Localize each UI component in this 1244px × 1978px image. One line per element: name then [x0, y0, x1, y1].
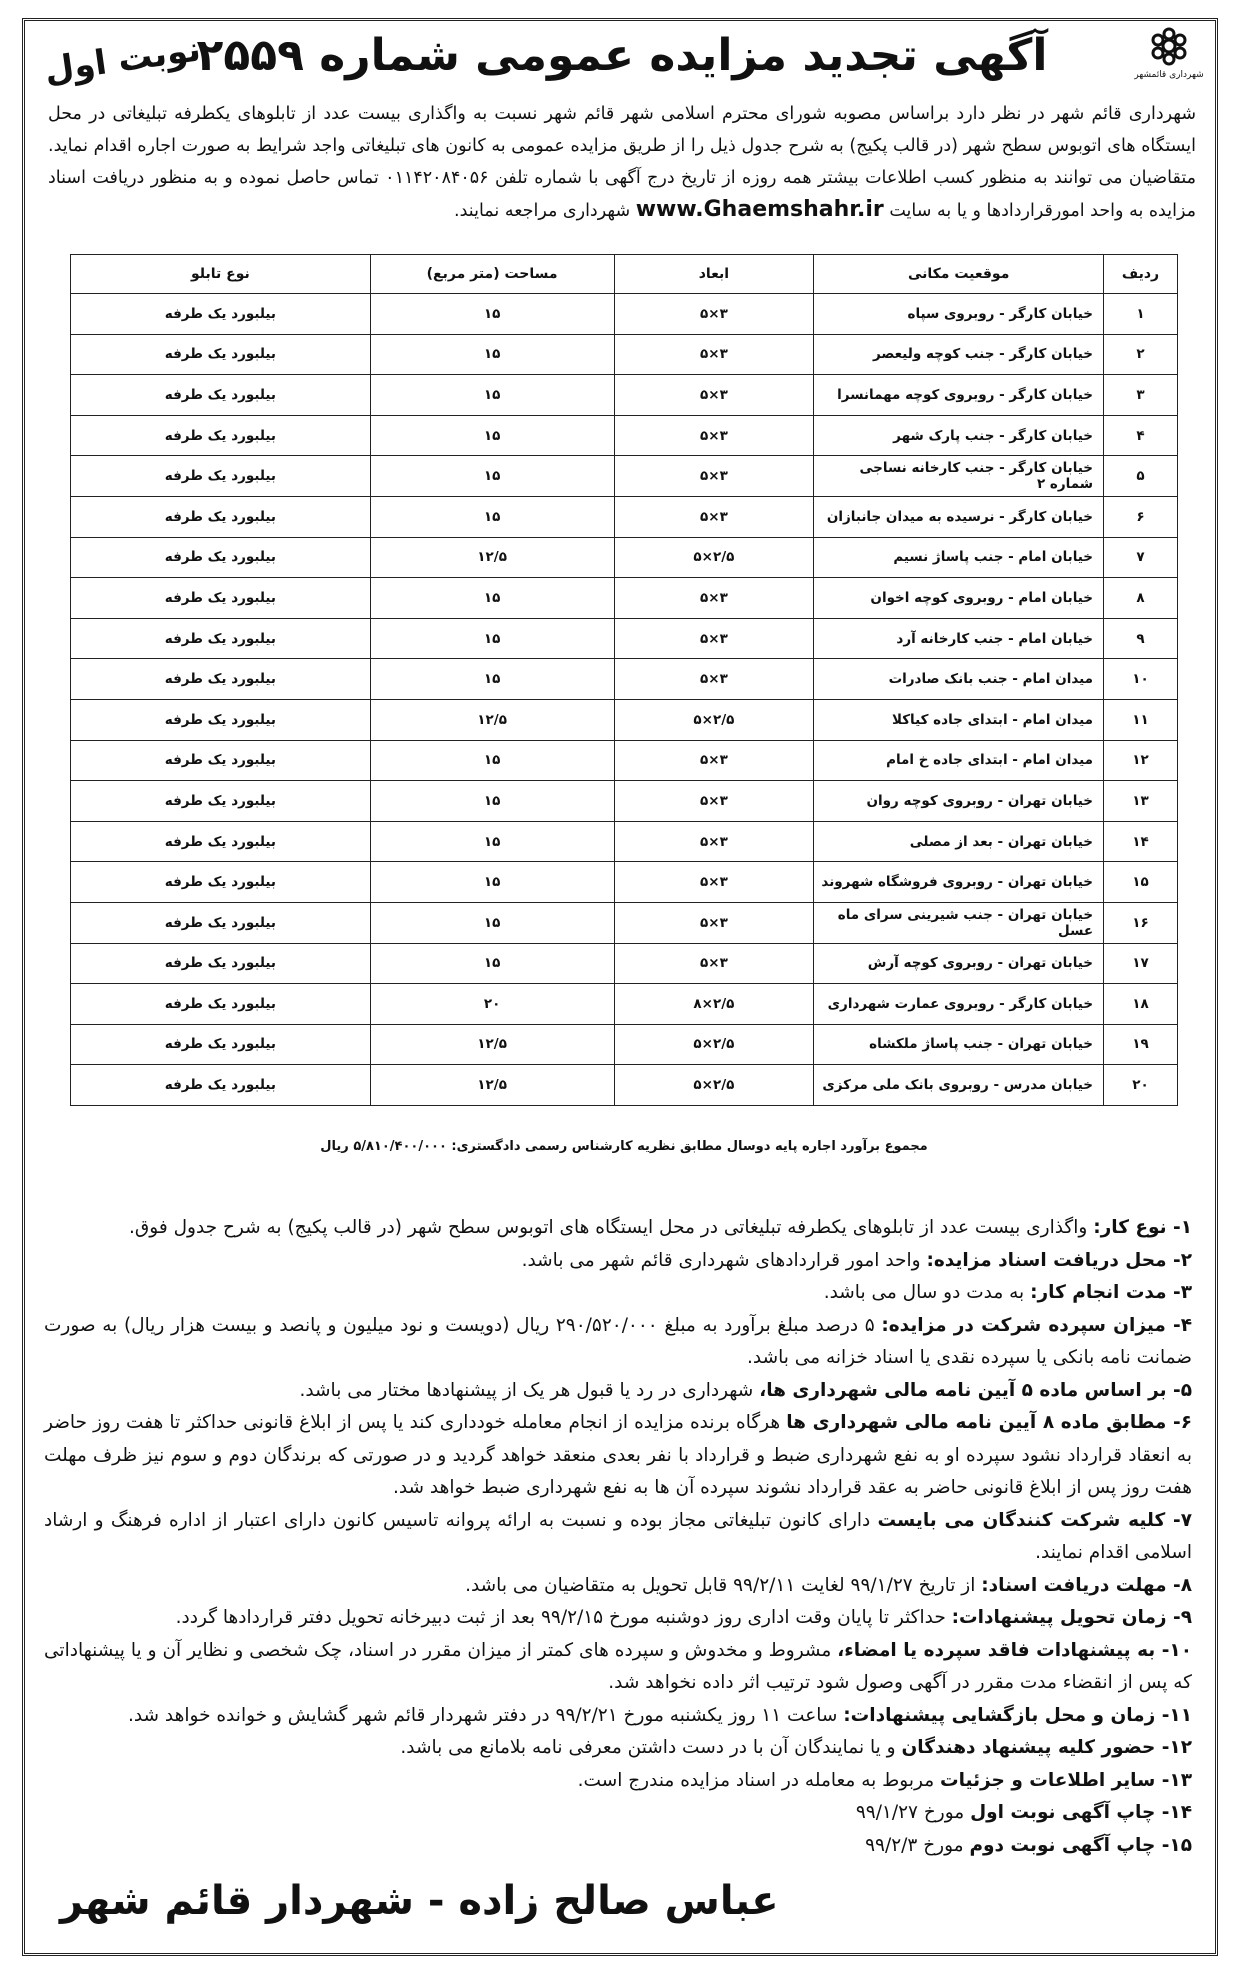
- cell-dimensions: ۳×۵: [614, 578, 814, 619]
- table-row: [71, 1065, 1178, 1106]
- list-item: [44, 1830, 1192, 1863]
- cell-area: ۲۰: [370, 984, 614, 1025]
- cell-dimensions: ۲/۵×۵: [614, 537, 814, 578]
- cell-dimensions: ۲/۵×۵: [614, 1024, 814, 1065]
- list-item-label: ۸- مهلت دریافت اسناد:: [981, 1574, 1192, 1596]
- cell-dimensions: ۲/۵×۸: [614, 984, 814, 1025]
- list-item-label: ۱۳- سایر اطلاعات و جزئیات: [940, 1769, 1192, 1791]
- cell-board-type: بیلبورد یک طرفه: [71, 1065, 371, 1106]
- cell-row-number: ۱۵: [1104, 862, 1178, 903]
- cell-board-type: بیلبورد یک طرفه: [71, 781, 371, 822]
- cell-board-type: بیلبورد یک طرفه: [71, 740, 371, 781]
- cell-location: خیابان تهران - بعد از مصلی: [814, 821, 1104, 862]
- list-item-label: ۷- کلیه شرکت کنندگان می بایست: [877, 1509, 1192, 1531]
- cell-location: خیابان تهران - روبروی فروشگاه شهروند: [814, 862, 1104, 903]
- list-item-text: مورخ ۹۹/۲/۳: [865, 1834, 970, 1856]
- cell-location: خیابان تهران - روبروی کوچه روان: [814, 781, 1104, 822]
- cell-board-type: بیلبورد یک طرفه: [71, 902, 371, 943]
- table-row: [71, 1024, 1178, 1065]
- table-row: [71, 943, 1178, 984]
- cell-board-type: بیلبورد یک طرفه: [71, 943, 371, 984]
- cell-row-number: ۳: [1104, 375, 1178, 416]
- cell-dimensions: ۳×۵: [614, 902, 814, 943]
- list-item-label: ۴- میزان سپرده شرکت در مزایده:: [881, 1314, 1192, 1336]
- cell-location: خیابان کارگر - روبروی کوچه مهمانسرا: [814, 375, 1104, 416]
- table-row: [71, 821, 1178, 862]
- cell-row-number: ۱۶: [1104, 902, 1178, 943]
- cell-area: ۱۵: [370, 740, 614, 781]
- cell-dimensions: ۳×۵: [614, 781, 814, 822]
- cell-row-number: ۱۹: [1104, 1024, 1178, 1065]
- cell-row-number: ۷: [1104, 537, 1178, 578]
- cell-board-type: بیلبورد یک طرفه: [71, 294, 371, 335]
- list-item: [44, 1310, 1192, 1375]
- billboard-table: [70, 254, 1178, 1106]
- cell-location: خیابان مدرس - روبروی بانک ملی مرکزی: [814, 1065, 1104, 1106]
- total-estimate: مجموع برآورد اجاره پایه دوسال مطابق نظریه کارشناس رسمی دادگستری: ۵/۸۱۰/۴۰۰/۰۰۰ ریال: [320, 1139, 928, 1154]
- table-row: [71, 456, 1178, 497]
- list-item-text: دارای کانون تبلیغاتی مجاز بوده و نسبت به ارائه پروانه تاسیس کانون دارای اعتبار از اداره فرهنگ و ارشاد اسلامی اقدام نمایند.: [44, 1509, 1192, 1563]
- table-row: [71, 618, 1178, 659]
- cell-area: ۱۲/۵: [370, 1065, 614, 1106]
- cell-row-number: ۱۰: [1104, 659, 1178, 700]
- list-item-label: ۱- نوع کار:: [1093, 1217, 1192, 1238]
- cell-row-number: ۸: [1104, 578, 1178, 619]
- cell-dimensions: ۲/۵×۵: [614, 699, 814, 740]
- cell-dimensions: ۳×۵: [614, 943, 814, 984]
- col-header-area: مساحت (متر مربع): [370, 255, 614, 294]
- table-row: [71, 537, 1178, 578]
- table-row: [71, 902, 1178, 943]
- cell-row-number: ۱: [1104, 294, 1178, 335]
- list-item-text: واگذاری بیست عدد از تابلوهای یکطرفه تبلیغاتی در محل ایستگاه های اتوبوس سطح شهر (در قالب پکیج) به شرح جدول فوق.: [129, 1217, 1094, 1238]
- intro-text-1: شهرداری قائم شهر در نظر دارد براساس مصوبه شورای محترم اسلامی شهر قائم شهر نسبت به واگذاری بیست عدد از تابلوهای یکطرفه تبلیغاتی در محل ایستگاه های اتوبوس سطح شهر (در قالب پکیج) به شرح جدول ذیل را از طریق مزایده عمومی به کانون های تبلیغاتی واجد شرایط به صورت اجاره اقدام نماید. متقاضیان می توانند به منظور کسب اطلاعات بیشتر همه روزه از تاریخ درج آگهی با شماره تلفن ۰۱۱۴۲۰۸۴۰۵۶ تماس حاصل نموده و به منظور دریافت اسناد مزایده به واحد امورقراردادها و یا به سایت: [48, 104, 1196, 221]
- cell-area: ۱۵: [370, 943, 614, 984]
- col-header-board-type: نوع تابلو: [71, 255, 371, 294]
- cell-board-type: بیلبورد یک طرفه: [71, 456, 371, 497]
- list-item: [44, 1797, 1192, 1830]
- cell-dimensions: ۳×۵: [614, 334, 814, 375]
- list-item-text: و یا نمایندگان آن با در دست داشتن معرفی نامه بلامانع می باشد.: [400, 1737, 902, 1758]
- list-item-label: ۲- محل دریافت اسناد مزایده:: [926, 1249, 1192, 1271]
- cell-area: ۱۵: [370, 862, 614, 903]
- col-header-row-number: ردیف: [1104, 255, 1178, 294]
- cell-row-number: ۱۷: [1104, 943, 1178, 984]
- cell-area: ۱۲/۵: [370, 1024, 614, 1065]
- cell-location: خیابان تهران - جنب شیرینی سرای ماه عسل: [814, 902, 1104, 943]
- cell-dimensions: ۲/۵×۵: [614, 1065, 814, 1106]
- table-row: [71, 984, 1178, 1025]
- table-row: [71, 699, 1178, 740]
- cell-board-type: بیلبورد یک طرفه: [71, 537, 371, 578]
- table-row: [71, 415, 1178, 456]
- cell-dimensions: ۳×۵: [614, 618, 814, 659]
- list-item-label: ۱۲- حضور کلیه پیشنهاد دهندگان: [901, 1737, 1192, 1758]
- list-item-label: ۹- زمان تحویل پیشنهادات:: [951, 1607, 1192, 1628]
- cell-area: ۱۵: [370, 294, 614, 335]
- list-item: [44, 1407, 1192, 1505]
- intro-paragraph: [48, 98, 1196, 227]
- list-item: [44, 1765, 1192, 1798]
- list-item: [44, 1375, 1192, 1408]
- list-item-text: مربوط به معامله در اسناد مزایده مندرج است.: [577, 1769, 940, 1791]
- cell-location: میدان امام - ابتدای جاده کیاکلا: [814, 699, 1104, 740]
- cell-row-number: ۲۰: [1104, 1065, 1178, 1106]
- cell-area: ۱۵: [370, 659, 614, 700]
- list-item-text: به مدت دو سال می باشد.: [823, 1282, 1031, 1303]
- website-link[interactable]: www.Ghaemshahr.ir: [635, 197, 884, 222]
- conditions-list: [44, 1212, 1192, 1862]
- list-item-text: ۵ درصد مبلغ برآورد به مبلغ ۲۹۰/۵۲۰/۰۰۰ ریال (دویست و نود میلیون و پانصد و بیست هزار ریال) به صورت ضمانت نامه بانکی یا سپرده نقدی یا اسناد خزانه می باشد.: [44, 1314, 1192, 1368]
- col-header-location: موقعیت مکانی: [814, 255, 1104, 294]
- col-header-dimensions: ابعاد: [614, 255, 814, 294]
- cell-board-type: بیلبورد یک طرفه: [71, 415, 371, 456]
- cell-location: خیابان کارگر - نرسیده به میدان جانبازان: [814, 496, 1104, 537]
- cell-row-number: ۴: [1104, 415, 1178, 456]
- cell-area: ۱۵: [370, 496, 614, 537]
- cell-dimensions: ۳×۵: [614, 375, 814, 416]
- list-item: [44, 1212, 1192, 1245]
- table-row: [71, 659, 1178, 700]
- cell-board-type: بیلبورد یک طرفه: [71, 821, 371, 862]
- cell-location: میدان امام - جنب بانک صادرات: [814, 659, 1104, 700]
- cell-location: خیابان کارگر - روبروی سپاه: [814, 294, 1104, 335]
- list-item-label: ۱۴- چاپ آگهی نوبت اول: [970, 1802, 1192, 1823]
- cell-area: ۱۵: [370, 781, 614, 822]
- logo-caption: شهرداری قائمشهر: [1134, 70, 1204, 80]
- cell-row-number: ۲: [1104, 334, 1178, 375]
- intro-text-2: شهرداری مراجعه نمایند.: [454, 201, 631, 221]
- table-row: [71, 578, 1178, 619]
- list-item-label: ۶- مطابق ماده ۸ آیین نامه مالی شهرداری ها: [786, 1412, 1192, 1433]
- cell-location: خیابان تهران - جنب پاساژ ملکشاه: [814, 1024, 1104, 1065]
- cell-dimensions: ۳×۵: [614, 456, 814, 497]
- cell-dimensions: ۳×۵: [614, 496, 814, 537]
- cell-location: خیابان کارگر - جنب پارک شهر: [814, 415, 1104, 456]
- table-header-row: [71, 255, 1178, 294]
- cell-location: میدان امام - ابتدای جاده خ امام: [814, 740, 1104, 781]
- cell-location: خیابان کارگر - جنب کوچه ولیعصر: [814, 334, 1104, 375]
- cell-location: خیابان کارگر - جنب کارخانه نساجی شماره ۲: [814, 456, 1104, 497]
- cell-dimensions: ۳×۵: [614, 821, 814, 862]
- list-item: [44, 1505, 1192, 1570]
- cell-board-type: بیلبورد یک طرفه: [71, 578, 371, 619]
- list-item: [44, 1732, 1192, 1765]
- list-item-text: واحد امور قراردادهای شهرداری قائم شهر می باشد.: [521, 1249, 927, 1271]
- cell-area: ۱۵: [370, 821, 614, 862]
- cell-area: ۱۵: [370, 618, 614, 659]
- table-row: [71, 496, 1178, 537]
- cell-row-number: ۱۱: [1104, 699, 1178, 740]
- cell-area: ۱۵: [370, 578, 614, 619]
- header: [40, 26, 1204, 91]
- list-item-text: حداکثر تا پایان وقت اداری روز دوشنبه مورخ ۹۹/۲/۱۵ بعد از ثبت دبیرخانه تحویل دفتر قراردادها گردد.: [175, 1607, 952, 1628]
- cell-dimensions: ۳×۵: [614, 415, 814, 456]
- cell-board-type: بیلبورد یک طرفه: [71, 699, 371, 740]
- cell-area: ۱۵: [370, 334, 614, 375]
- page-title: آگهی تجدید مزایده عمومی شماره ۲۵۵۹: [196, 30, 1048, 81]
- cell-area: ۱۲/۵: [370, 537, 614, 578]
- list-item-text: از تاریخ ۹۹/۱/۲۷ لغایت ۹۹/۲/۱۱ قابل تحویل به متقاضیان می باشد.: [465, 1574, 982, 1596]
- signature: عباس صالح زاده - شهردار قائم شهر: [60, 1878, 779, 1924]
- list-item-label: ۱۵- چاپ آگهی نوبت دوم: [969, 1834, 1192, 1856]
- cell-dimensions: ۳×۵: [614, 294, 814, 335]
- list-item-label: ۳- مدت انجام کار:: [1030, 1282, 1192, 1303]
- cell-dimensions: ۳×۵: [614, 740, 814, 781]
- cell-row-number: ۱۸: [1104, 984, 1178, 1025]
- cell-board-type: بیلبورد یک طرفه: [71, 375, 371, 416]
- table-row: [71, 334, 1178, 375]
- list-item-label: ۵- بر اساس ماده ۵ آیین نامه مالی شهرداری ها،: [759, 1379, 1192, 1401]
- cell-board-type: بیلبورد یک طرفه: [71, 496, 371, 537]
- cell-board-type: بیلبورد یک طرفه: [71, 1024, 371, 1065]
- cell-location: خیابان تهران - روبروی کوچه آرش: [814, 943, 1104, 984]
- cell-location: خیابان امام - جنب پاساژ نسیم: [814, 537, 1104, 578]
- list-item-text: هرگاه برنده مزایده از انجام معامله خودداری کند یا پس از ابلاغ قانونی حداکثر تا هفت روز حاضر به انعقاد قرارداد نشود سپرده او به نفع شهرداری ضبط و قرارداد با نفر بعدی منعقد خواهد گردید و در صورتی که برندگان دوم و سوم نیز ظرف مهلت هفت روز پس از ابلاغ قانونی حاضر به عقد قرارداد نشوند سپرده آن ها به نفع شهرداری ضبط خواهد شد.: [44, 1412, 1192, 1498]
- list-item-text: مورخ ۹۹/۱/۲۷: [855, 1802, 971, 1823]
- cell-row-number: ۱۲: [1104, 740, 1178, 781]
- list-item-text: شهرداری در رد یا قبول هر یک از پیشنهادها مختار می باشد.: [299, 1379, 760, 1401]
- list-item-label: ۱۱- زمان و محل بازگشایی پیشنهادات:: [843, 1704, 1192, 1726]
- cell-board-type: بیلبورد یک طرفه: [71, 862, 371, 903]
- table-row: [71, 781, 1178, 822]
- list-item-label: ۱۰- به پیشنهادات فاقد سپرده یا امضاء،: [837, 1639, 1192, 1661]
- list-item: [44, 1570, 1192, 1603]
- cell-location: خیابان کارگر - روبروی عمارت شهرداری: [814, 984, 1104, 1025]
- list-item-text: ساعت ۱۱ روز یکشنبه مورخ ۹۹/۲/۲۱ در دفتر شهردار قائم شهر گشایش و خوانده خواهد شد.: [127, 1704, 844, 1726]
- cell-dimensions: ۳×۵: [614, 862, 814, 903]
- publication-round: نوبت اول: [41, 29, 203, 91]
- cell-area: ۱۵: [370, 456, 614, 497]
- list-item-text: مشروط و مخدوش و سپرده های کمتر از میزان مقرر در اسناد، چک شخصی و نظایر آن و یا پیشنهاداتی که پس از انقضاء مدت مقرر در آگهی وصول شود ترتیب اثر داده نخواهد شد.: [44, 1639, 1192, 1693]
- list-item: [44, 1635, 1192, 1700]
- cell-row-number: ۵: [1104, 456, 1178, 497]
- table-row: [71, 862, 1178, 903]
- list-item: [44, 1277, 1192, 1310]
- cell-row-number: ۶: [1104, 496, 1178, 537]
- cell-row-number: ۹: [1104, 618, 1178, 659]
- cell-location: خیابان امام - روبروی کوچه اخوان: [814, 578, 1104, 619]
- cell-area: ۱۲/۵: [370, 699, 614, 740]
- cell-board-type: بیلبورد یک طرفه: [71, 618, 371, 659]
- cell-area: ۱۵: [370, 375, 614, 416]
- cell-area: ۱۵: [370, 415, 614, 456]
- list-item: [44, 1602, 1192, 1635]
- cell-board-type: بیلبورد یک طرفه: [71, 334, 371, 375]
- cell-dimensions: ۳×۵: [614, 659, 814, 700]
- table-row: [71, 740, 1178, 781]
- list-item: [44, 1245, 1192, 1278]
- table-row: [71, 375, 1178, 416]
- cell-row-number: ۱۴: [1104, 821, 1178, 862]
- list-item: [44, 1700, 1192, 1733]
- cell-board-type: بیلبورد یک طرفه: [71, 659, 371, 700]
- cell-row-number: ۱۳: [1104, 781, 1178, 822]
- cell-board-type: بیلبورد یک طرفه: [71, 984, 371, 1025]
- cell-location: خیابان امام - جنب کارخانه آرد: [814, 618, 1104, 659]
- cell-area: ۱۵: [370, 902, 614, 943]
- table-row: [71, 294, 1178, 335]
